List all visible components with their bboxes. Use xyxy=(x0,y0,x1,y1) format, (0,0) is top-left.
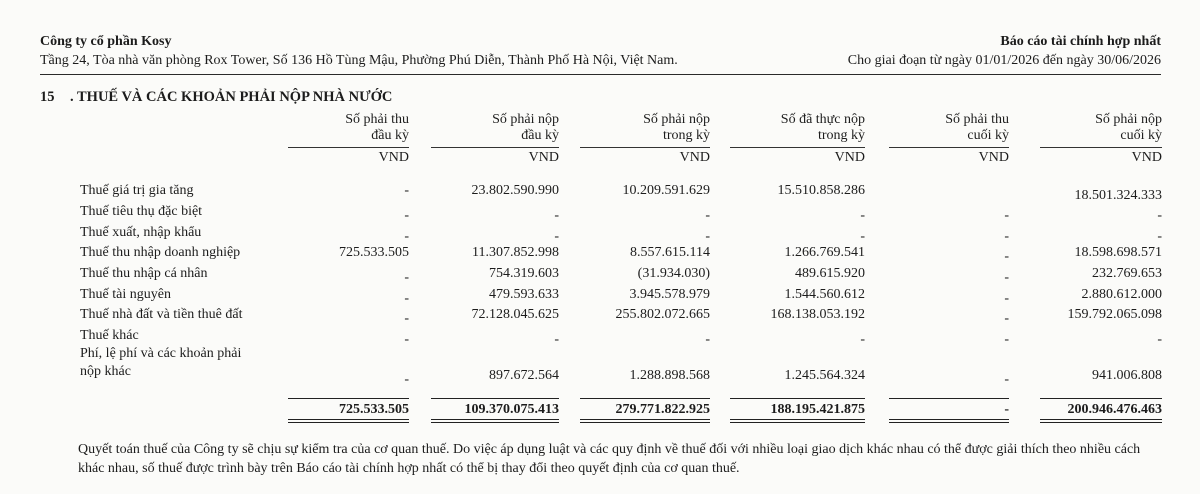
table-cell: 1.544.560.612 xyxy=(784,287,865,302)
table-cell: - xyxy=(860,229,865,244)
row-label xyxy=(80,287,171,303)
table-cell: 754.319.603 xyxy=(489,266,559,281)
table-cell: - xyxy=(1004,291,1009,306)
column-header xyxy=(288,112,409,168)
row-label-line1: Thuế thu nhập cá nhân xyxy=(80,266,208,281)
table-cell: - xyxy=(860,332,865,347)
section-title xyxy=(40,89,392,106)
row-label-line1: Thuế tiêu thụ đặc biệt xyxy=(80,204,203,219)
total-cell: 188.195.421.875 xyxy=(770,402,865,417)
total-double-rule xyxy=(1040,419,1162,420)
table-cell: - xyxy=(1004,311,1009,326)
row-label xyxy=(80,245,240,261)
table-cell: - xyxy=(1004,208,1009,223)
row-label-line1: Thuế khác xyxy=(80,328,139,343)
row-label-line2: nộp khác xyxy=(80,364,131,379)
column-unit: VND xyxy=(679,150,710,165)
section-number: 15 xyxy=(40,89,55,105)
table-cell: - xyxy=(860,208,865,223)
table-cell: - xyxy=(404,311,409,326)
table-cell: - xyxy=(404,291,409,306)
table-cell: - xyxy=(1004,372,1009,387)
table-cell: - xyxy=(1157,229,1162,244)
column-header-line1: Số phải thu xyxy=(945,112,1009,127)
column-header-line1: Số phải nộp xyxy=(1095,112,1162,127)
column-header-line2: cuối kỳ xyxy=(1120,128,1162,143)
table-cell: - xyxy=(1004,332,1009,347)
footnote: Quyết toán thuế của Công ty sẽ chịu sự kiểm tra của cơ quan thuế. Do việc áp dụng luật và các quy định về thuế đối với nhiều loại giao dịch khác nhau có thể được giải thích theo nhiều cách khác nhau, số thuế được trình bày trên Báo cáo tài chính hợp nhất có thể bị thay đổi theo quyết định của cơ quan thuế. xyxy=(78,442,1141,476)
total-double-rule xyxy=(288,422,409,423)
table-cell: 159.792.065.098 xyxy=(1067,307,1162,322)
column-header-rule xyxy=(580,147,710,148)
total-cell: 109.370.075.413 xyxy=(464,402,559,417)
column-header-line2: cuối kỳ xyxy=(967,128,1009,143)
table-cell: 1.245.564.324 xyxy=(784,368,865,383)
table-cell: 897.672.564 xyxy=(489,368,559,383)
table-cell: 725.533.505 xyxy=(339,245,409,260)
table-cell: - xyxy=(1157,332,1162,347)
column-header xyxy=(431,112,559,168)
column-header xyxy=(580,112,710,168)
column-unit: VND xyxy=(528,150,559,165)
column-header-line2: trong kỳ xyxy=(662,128,710,143)
row-label xyxy=(80,346,241,380)
table-cell: - xyxy=(404,208,409,223)
table-cell: 10.209.591.629 xyxy=(622,183,710,198)
company-name: Công ty cổ phần Kosy xyxy=(40,34,172,49)
total-cell: 200.946.476.463 xyxy=(1067,402,1162,417)
total-double-rule xyxy=(580,419,710,420)
column-header-rule xyxy=(889,147,1009,148)
table-cell: 15.510.858.286 xyxy=(777,183,865,198)
company-address: Tầng 24, Tòa nhà văn phòng Rox Tower, Số 136 Hồ Tùng Mậu, Phường Phú Diễn, Thành Phố Hà Nội, Việt Nam. xyxy=(40,53,678,68)
total-top-rule xyxy=(889,398,1009,399)
table-cell: 489.615.920 xyxy=(795,266,865,281)
table-cell: - xyxy=(1004,229,1009,244)
table-cell: (31.934.030) xyxy=(637,266,710,281)
row-label xyxy=(80,307,243,323)
total-top-rule xyxy=(730,398,865,399)
total-top-rule xyxy=(1040,398,1162,399)
table-cell: 168.138.053.192 xyxy=(770,307,865,322)
table-cell: - xyxy=(404,183,409,198)
total-top-rule xyxy=(288,398,409,399)
column-header-rule xyxy=(730,147,865,148)
table-cell: - xyxy=(404,270,409,285)
total-cell: - xyxy=(1004,402,1009,417)
column-header-rule xyxy=(288,147,409,148)
column-header xyxy=(889,112,1009,168)
table-cell: 8.557.615.114 xyxy=(630,245,710,260)
column-header-line2: đầu kỳ xyxy=(521,128,559,143)
total-double-rule xyxy=(889,422,1009,423)
table-cell: 1.288.898.568 xyxy=(629,368,710,383)
total-double-rule xyxy=(431,419,559,420)
row-label-line1: Thuế xuất, nhập khẩu xyxy=(80,225,202,240)
table-cell: 941.006.808 xyxy=(1092,368,1162,383)
table-cell: - xyxy=(404,229,409,244)
total-top-rule xyxy=(431,398,559,399)
row-label xyxy=(80,204,202,220)
column-header-line1: Số đã thực nộp xyxy=(780,112,865,127)
table-cell: 232.769.653 xyxy=(1092,266,1162,281)
section-title-text: . THUẾ VÀ CÁC KHOẢN PHẢI NỘP NHÀ NƯỚC xyxy=(70,89,393,105)
total-double-rule xyxy=(580,422,710,423)
table-cell: - xyxy=(404,332,409,347)
table-cell: - xyxy=(1004,270,1009,285)
row-label xyxy=(80,328,139,344)
total-double-rule xyxy=(1040,422,1162,423)
table-cell: 18.501.324.333 xyxy=(1074,188,1162,203)
column-header-line1: Số phải thu xyxy=(345,112,409,127)
total-double-rule xyxy=(431,422,559,423)
table-cell: 23.802.590.990 xyxy=(471,183,559,198)
row-label xyxy=(80,225,201,241)
row-label-line1: Thuế tài nguyên xyxy=(80,287,171,302)
column-unit: VND xyxy=(378,150,409,165)
row-label-line1: Thuế nhà đất và tiền thuê đất xyxy=(80,307,243,322)
total-cell: 725.533.505 xyxy=(339,402,409,417)
table-cell: - xyxy=(1004,249,1009,264)
row-label-line1: Thuế giá trị gia tăng xyxy=(80,183,194,198)
column-header-rule xyxy=(431,147,559,148)
table-cell: 11.307.852.998 xyxy=(472,245,559,260)
table-cell: 3.945.578.979 xyxy=(629,287,710,302)
total-double-rule xyxy=(730,422,865,423)
table-cell: - xyxy=(705,208,710,223)
row-label-line1: Thuế thu nhập doanh nghiệp xyxy=(80,245,241,260)
total-cell: 279.771.822.925 xyxy=(615,402,710,417)
column-header-line2: trong kỳ xyxy=(817,128,865,143)
row-label xyxy=(80,183,194,199)
row-label-line1: Phí, lệ phí và các khoản phải xyxy=(80,346,242,361)
table-cell: 72.128.045.625 xyxy=(471,307,559,322)
total-double-rule xyxy=(288,419,409,420)
total-double-rule xyxy=(730,419,865,420)
column-header-line1: Số phải nộp xyxy=(643,112,710,127)
column-header-line1: Số phải nộp xyxy=(492,112,559,127)
column-unit: VND xyxy=(1131,150,1162,165)
column-header-line2: đầu kỳ xyxy=(371,128,409,143)
header-rule xyxy=(40,74,1161,75)
column-unit: VND xyxy=(978,150,1009,165)
column-header-rule xyxy=(1040,147,1162,148)
report-title: Báo cáo tài chính hợp nhất xyxy=(1000,34,1161,49)
table-cell: - xyxy=(404,372,409,387)
table-cell: - xyxy=(705,229,710,244)
total-double-rule xyxy=(889,419,1009,420)
column-unit: VND xyxy=(834,150,865,165)
table-cell: - xyxy=(1157,208,1162,223)
table-cell: - xyxy=(554,229,559,244)
column-header xyxy=(1040,112,1162,168)
table-cell: - xyxy=(554,208,559,223)
total-top-rule xyxy=(580,398,710,399)
table-cell: 479.593.633 xyxy=(489,287,559,302)
column-header xyxy=(730,112,865,168)
table-cell: 255.802.072.665 xyxy=(615,307,710,322)
table-cell: 2.880.612.000 xyxy=(1081,287,1162,302)
table-cell: 18.598.698.571 xyxy=(1074,245,1162,260)
row-label xyxy=(80,266,208,282)
table-cell: - xyxy=(554,332,559,347)
table-cell: - xyxy=(705,332,710,347)
table-cell: 1.266.769.541 xyxy=(784,245,865,260)
report-period: Cho giai đoạn từ ngày 01/01/2026 đến ngày 30/06/2026 xyxy=(847,53,1161,68)
